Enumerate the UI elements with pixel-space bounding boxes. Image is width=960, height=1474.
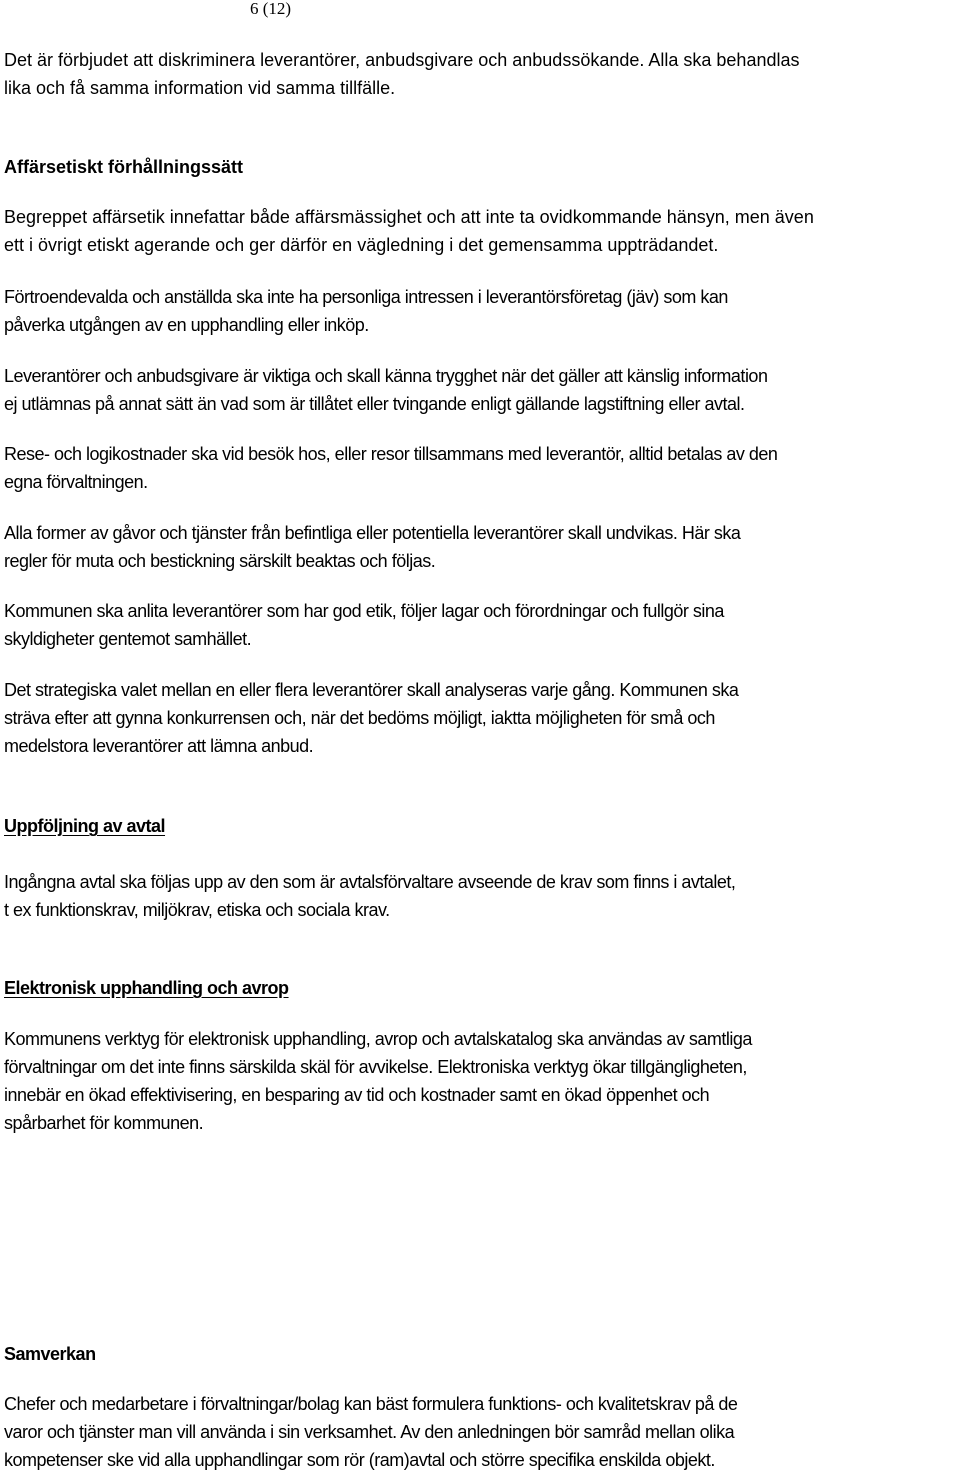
paragraph — [4, 1025, 960, 1137]
paragraph — [4, 362, 960, 418]
text-line: ett i övrigt etiskt agerande och ger därför en vägledning i det gemensamma uppträdandet. — [4, 235, 719, 255]
text-line: kompetenser ske vid alla upphandlingar som rör (ram)avtal och större specifika enskilda objekt. — [4, 1450, 715, 1470]
text-line: Begreppet affärsetik innefattar både affärsmässighet och att inte ta ovidkommande hänsyn, men även — [4, 207, 814, 227]
text-line: lika och få samma information vid samma tillfälle. — [4, 78, 396, 98]
paragraph — [4, 1390, 960, 1474]
text-line: Det är förbjudet att diskriminera leverantörer, anbudsgivare och anbudssökande. Alla ska behandlas — [4, 50, 800, 70]
paragraph — [4, 283, 960, 339]
text-line: varor och tjänster man vill använda i sin verksamhet. Av den anledningen bör samråd mellan olika — [4, 1422, 735, 1442]
text-line: Kommunens verktyg för elektronisk upphandling, avrop och avtalskatalog ska användas av samtliga — [4, 1029, 752, 1049]
text-line: Kommunen ska anlita leverantörer som har god etik, följer lagar och förordningar och fullgör sina — [4, 601, 724, 621]
text-line: medelstora leverantörer att lämna anbud. — [4, 736, 314, 756]
text-line: förvaltningar om det inte finns särskilda skäl för avvikelse. Elektroniska verktyg ökar tillgängligheten, — [4, 1057, 747, 1077]
text-line: Förtroendevalda och anställda ska inte ha personliga intressen i leverantörsföretag (jäv) som kan — [4, 287, 728, 307]
text-line: regler för muta och bestickning särskilt beaktas och följas. — [4, 551, 436, 571]
paragraph — [4, 597, 960, 653]
text-line: påverka utgången av en upphandling eller inköp. — [4, 315, 369, 335]
paragraph — [4, 203, 960, 259]
paragraph — [4, 868, 960, 924]
paragraph — [4, 519, 960, 575]
text-line: t ex funktionskrav, miljökrav, etiska och sociala krav. — [4, 900, 390, 920]
text-line: egna förvaltningen. — [4, 472, 148, 492]
text-line: Rese- och logikostnader ska vid besök hos, eller resor tillsammans med leverantör, alltid betalas av den — [4, 444, 778, 464]
text-line: sträva efter att gynna konkurrensen och, när det bedöms möjligt, iaktta möjligheten för små och — [4, 708, 715, 728]
text-line: Det strategiska valet mellan en eller flera leverantörer skall analyseras varje gång. Kommunen ska — [4, 680, 739, 700]
text-line: spårbarhet för kommunen. — [4, 1113, 204, 1133]
paragraph — [4, 440, 960, 496]
heading-cooperation: Samverkan — [4, 1344, 96, 1364]
text-line: Chefer och medarbetare i förvaltningar/bolag kan bäst formulera funktions- och kvalitetskrav på de — [4, 1394, 738, 1414]
page-number: 6 (12) — [250, 0, 292, 18]
paragraph — [4, 676, 960, 760]
text-line: skyldigheter gentemot samhället. — [4, 629, 252, 649]
text-line: innebär en ökad effektivisering, en besparing av tid och kostnader samt en ökad öppenhet och — [4, 1085, 710, 1105]
heading-contract-followup: Uppföljning av avtal — [4, 816, 166, 836]
text-line: Alla former av gåvor och tjänster från befintliga eller potentiella leverantörer skall undvikas. Här ska — [4, 523, 741, 543]
text-line: ej utlämnas på annat sätt än vad som är tillåtet eller tvingande enligt gällande lagstiftning eller avtal. — [4, 394, 745, 414]
heading-electronic-procurement: Elektronisk upphandling och avrop — [4, 978, 289, 998]
intro-paragraph — [4, 46, 960, 102]
text-line: Ingångna avtal ska följas upp av den som är avtalsförvaltare avseende de krav som finns i avtalet, — [4, 872, 736, 892]
heading-business-ethics: Affärsetiskt förhållningssätt — [4, 157, 244, 177]
text-line: Leverantörer och anbudsgivare är viktiga och skall känna trygghet när det gäller att känslig information — [4, 366, 768, 386]
